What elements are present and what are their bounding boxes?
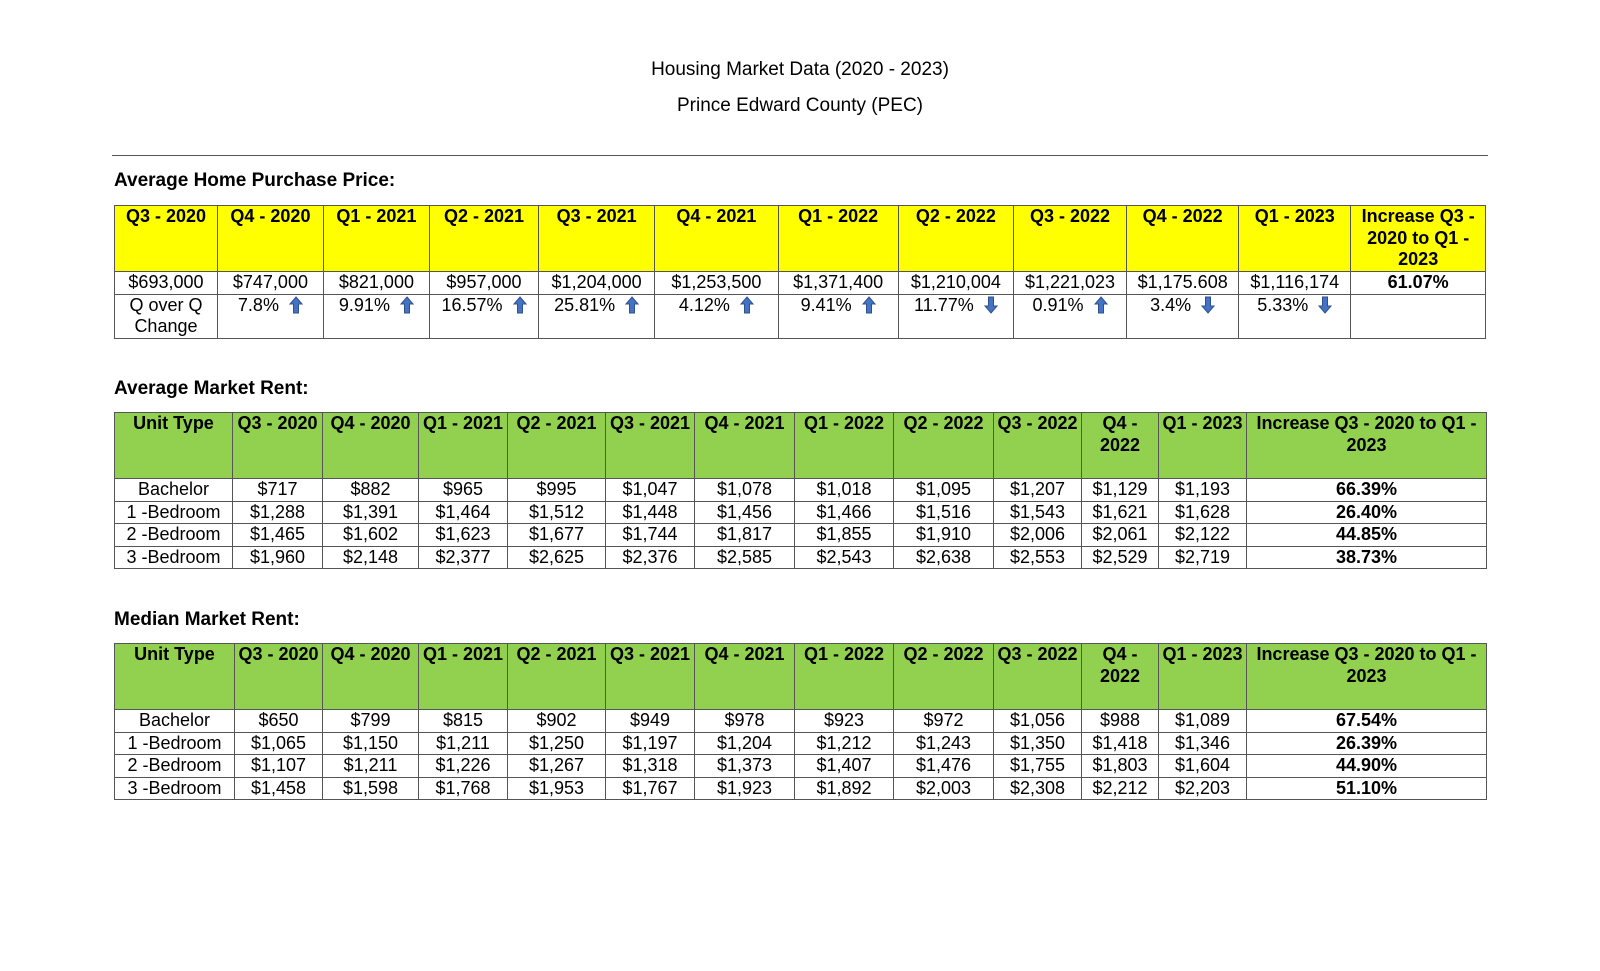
col-header: Q4 - 2022 — [1082, 413, 1159, 479]
change-value: 4.12% — [678, 294, 730, 315]
rent-cell: $1,677 — [508, 524, 606, 547]
change-value: 9.41% — [800, 294, 852, 315]
rent-cell: $1,318 — [606, 755, 695, 778]
change-value: 5.33% — [1257, 294, 1309, 315]
rent-cell: $1,744 — [606, 524, 695, 547]
col-header: Unit Type — [115, 644, 235, 710]
rent-cell: $1,768 — [419, 777, 508, 800]
purchase-col-header: Q1 - 2023 — [1239, 206, 1351, 272]
col-header: Q2 - 2022 — [894, 644, 994, 710]
rent-cell: $1,095 — [894, 479, 994, 502]
purchase-price-cell: $1,371,400 — [778, 272, 898, 295]
rent-cell: $1,373 — [695, 755, 795, 778]
rent-cell: $1,456 — [695, 501, 795, 524]
purchase-price-cell: $693,000 — [115, 272, 218, 295]
rent-cell: 51.10% — [1247, 777, 1487, 800]
col-header: Q1 - 2021 — [419, 644, 508, 710]
purchase-heading: Average Home Purchase Price: — [114, 170, 396, 191]
col-header: Q4 - 2022 — [1082, 644, 1159, 710]
rent-cell: $1,543 — [994, 501, 1082, 524]
table-row — [115, 732, 1487, 755]
purchase-price-cell: $1,204,000 — [539, 272, 655, 295]
col-header: Q3 - 2021 — [606, 413, 695, 479]
arrow-down-icon — [1201, 296, 1215, 314]
purchase-price-cell: $1,253,500 — [655, 272, 778, 295]
rent-cell: 26.39% — [1247, 732, 1487, 755]
col-header: Unit Type — [115, 413, 233, 479]
rent-cell: $2,122 — [1159, 524, 1247, 547]
purchase-col-header: Q1 - 2022 — [778, 206, 898, 272]
rent-cell: $717 — [233, 479, 323, 502]
rent-cell: 44.90% — [1247, 755, 1487, 778]
rent-cell: $1,207 — [994, 479, 1082, 502]
rent-cell: $1,910 — [894, 524, 994, 547]
col-header: Q1 - 2023 — [1159, 413, 1247, 479]
col-header: Q2 - 2021 — [508, 644, 606, 710]
col-header: Q2 - 2022 — [894, 413, 994, 479]
rent-cell: $2,638 — [894, 546, 994, 569]
arrow-up-icon — [740, 296, 754, 314]
purchase-col-header: Q4 - 2020 — [217, 206, 323, 272]
rent-cell: $1,604 — [1159, 755, 1247, 778]
table-row — [115, 479, 1487, 502]
table-row — [115, 710, 1487, 733]
rent-cell: $2,308 — [994, 777, 1082, 800]
arrow-up-icon — [400, 296, 414, 314]
median-rent-heading: Median Market Rent: — [114, 609, 300, 630]
rent-cell: 67.54% — [1247, 710, 1487, 733]
rent-cell: $815 — [419, 710, 508, 733]
unit-type-cell: Bachelor — [115, 479, 233, 502]
change-value: 16.57% — [441, 294, 503, 315]
table-row — [115, 546, 1487, 569]
rent-cell: $2,061 — [1082, 524, 1159, 547]
arrow-up-icon — [625, 296, 639, 314]
rent-cell: $1,346 — [1159, 732, 1247, 755]
arrow-up-icon — [289, 296, 303, 314]
avg-rent-table — [114, 412, 1487, 569]
divider — [112, 155, 1488, 156]
rent-cell: $1,150 — [323, 732, 419, 755]
col-header: Increase Q3 - 2020 to Q1 - 2023 — [1247, 413, 1487, 479]
rent-cell: $1,516 — [894, 501, 994, 524]
table-row — [115, 524, 1487, 547]
purchase-price-cell: $957,000 — [429, 272, 538, 295]
rent-cell: 38.73% — [1247, 546, 1487, 569]
change-value: 7.8% — [237, 294, 279, 315]
page-title: Housing Market Data (2020 - 2023) — [651, 59, 949, 80]
rent-cell: $1,512 — [508, 501, 606, 524]
rent-cell: $1,243 — [894, 732, 994, 755]
table-row — [115, 755, 1487, 778]
rent-cell: $882 — [323, 479, 419, 502]
change-cell — [655, 294, 778, 338]
rent-cell: $1,803 — [1082, 755, 1159, 778]
change-cell — [539, 294, 655, 338]
rent-cell: $1,628 — [1159, 501, 1247, 524]
rent-cell: $965 — [419, 479, 508, 502]
arrow-up-icon — [513, 296, 527, 314]
table-row — [115, 777, 1487, 800]
col-header: Q4 - 2021 — [695, 644, 795, 710]
purchase-col-header: Q3 - 2022 — [1013, 206, 1126, 272]
change-cell — [898, 294, 1013, 338]
arrow-up-icon — [862, 296, 876, 314]
rent-cell: $2,529 — [1082, 546, 1159, 569]
rent-cell: $995 — [508, 479, 606, 502]
rent-cell: $1,923 — [695, 777, 795, 800]
purchase-price-cell: $821,000 — [323, 272, 429, 295]
purchase-price-cell: $1,175.608 — [1127, 272, 1239, 295]
purchase-header-row — [115, 206, 1486, 272]
purchase-col-header: Q3 - 2021 — [539, 206, 655, 272]
rent-cell: $972 — [894, 710, 994, 733]
purchase-col-header: Q4 - 2021 — [655, 206, 778, 272]
change-value: 0.91% — [1032, 294, 1084, 315]
change-cell — [778, 294, 898, 338]
rent-cell: $2,006 — [994, 524, 1082, 547]
rent-cell: $1,598 — [323, 777, 419, 800]
change-label: Q over Q Change — [115, 294, 218, 338]
rent-cell: $1,226 — [419, 755, 508, 778]
rent-cell: $1,391 — [323, 501, 419, 524]
rent-cell: $1,089 — [1159, 710, 1247, 733]
rent-cell: $1,458 — [235, 777, 323, 800]
rent-cell: $2,625 — [508, 546, 606, 569]
rent-cell: $2,148 — [323, 546, 419, 569]
rent-cell: $650 — [235, 710, 323, 733]
purchase-col-header: Q4 - 2022 — [1127, 206, 1239, 272]
rent-cell: $1,288 — [233, 501, 323, 524]
col-header: Q4 - 2020 — [323, 413, 419, 479]
rent-cell: $949 — [606, 710, 695, 733]
rent-cell: $2,377 — [419, 546, 508, 569]
rent-cell: $2,553 — [994, 546, 1082, 569]
purchase-price-table — [114, 205, 1486, 339]
col-header: Q1 - 2022 — [795, 413, 894, 479]
rent-cell: $1,250 — [508, 732, 606, 755]
rent-cell: $1,197 — [606, 732, 695, 755]
unit-type-cell: 1 -Bedroom — [115, 732, 235, 755]
rent-cell: $1,892 — [795, 777, 894, 800]
unit-type-cell: 2 -Bedroom — [115, 755, 235, 778]
rent-cell: $923 — [795, 710, 894, 733]
purchase-price-cell: $1,116,174 — [1239, 272, 1351, 295]
rent-cell: 66.39% — [1247, 479, 1487, 502]
rent-cell: $1,193 — [1159, 479, 1247, 502]
avg-rent-heading: Average Market Rent: — [114, 378, 309, 399]
col-header: Q3 - 2020 — [233, 413, 323, 479]
rent-cell: $2,203 — [1159, 777, 1247, 800]
change-cell — [1127, 294, 1239, 338]
change-cell — [1351, 294, 1486, 338]
rent-cell: $1,407 — [795, 755, 894, 778]
rent-cell: $1,953 — [508, 777, 606, 800]
change-cell — [323, 294, 429, 338]
rent-cell: $2,543 — [795, 546, 894, 569]
rent-cell: $1,466 — [795, 501, 894, 524]
change-cell — [1013, 294, 1126, 338]
rent-cell: $799 — [323, 710, 419, 733]
col-header: Q2 - 2021 — [508, 413, 606, 479]
rent-cell: $1,960 — [233, 546, 323, 569]
unit-type-cell: 3 -Bedroom — [115, 546, 233, 569]
rent-cell: $1,065 — [235, 732, 323, 755]
unit-type-cell: 2 -Bedroom — [115, 524, 233, 547]
rent-cell: $1,204 — [695, 732, 795, 755]
rent-cell: $1,623 — [419, 524, 508, 547]
col-header: Increase Q3 - 2020 to Q1 - 2023 — [1247, 644, 1487, 710]
rent-cell: $1,107 — [235, 755, 323, 778]
rent-cell: $1,350 — [994, 732, 1082, 755]
col-header: Q1 - 2021 — [419, 413, 508, 479]
rent-cell: $1,056 — [994, 710, 1082, 733]
rent-cell: $1,418 — [1082, 732, 1159, 755]
purchase-price-row — [115, 272, 1486, 295]
arrow-down-icon — [1318, 296, 1332, 314]
rent-cell: $1,211 — [323, 755, 419, 778]
purchase-col-header: Increase Q3 - 2020 to Q1 - 2023 — [1351, 206, 1486, 272]
rent-cell: $1,267 — [508, 755, 606, 778]
change-cell — [429, 294, 538, 338]
rent-cell: $2,585 — [695, 546, 795, 569]
purchase-price-cell: $747,000 — [217, 272, 323, 295]
rent-cell: $1,129 — [1082, 479, 1159, 502]
purchase-col-header: Q2 - 2021 — [429, 206, 538, 272]
rent-cell: $1,602 — [323, 524, 419, 547]
purchase-price-cell: 61.07% — [1351, 272, 1486, 295]
median-rent-table — [114, 643, 1487, 800]
rent-cell: $988 — [1082, 710, 1159, 733]
unit-type-cell: 1 -Bedroom — [115, 501, 233, 524]
change-value: 11.77% — [914, 294, 974, 315]
rent-cell: $1,078 — [695, 479, 795, 502]
purchase-change-row — [115, 294, 1486, 338]
rent-cell: $1,018 — [795, 479, 894, 502]
rent-cell: $2,003 — [894, 777, 994, 800]
rent-cell: $1,212 — [795, 732, 894, 755]
rent-cell: $1,621 — [1082, 501, 1159, 524]
unit-type-cell: Bachelor — [115, 710, 235, 733]
purchase-col-header: Q3 - 2020 — [115, 206, 218, 272]
col-header: Q3 - 2020 — [235, 644, 323, 710]
col-header: Q1 - 2022 — [795, 644, 894, 710]
rent-cell: $2,212 — [1082, 777, 1159, 800]
rent-cell: $902 — [508, 710, 606, 733]
change-cell — [1239, 294, 1351, 338]
rent-cell: $1,047 — [606, 479, 695, 502]
rent-cell: $2,376 — [606, 546, 695, 569]
rent-cell: $1,767 — [606, 777, 695, 800]
col-header: Q4 - 2021 — [695, 413, 795, 479]
change-value: 9.91% — [338, 294, 390, 315]
header-row — [115, 413, 1487, 479]
purchase-col-header: Q1 - 2021 — [323, 206, 429, 272]
change-value: 25.81% — [554, 294, 616, 315]
purchase-price-cell: $1,210,004 — [898, 272, 1013, 295]
unit-type-cell: 3 -Bedroom — [115, 777, 235, 800]
arrow-up-icon — [1094, 296, 1108, 314]
purchase-price-cell: $1,221,023 — [1013, 272, 1126, 295]
rent-cell: $1,464 — [419, 501, 508, 524]
purchase-col-header: Q2 - 2022 — [898, 206, 1013, 272]
table-row — [115, 501, 1487, 524]
rent-cell: $1,817 — [695, 524, 795, 547]
rent-cell: $1,465 — [233, 524, 323, 547]
rent-cell: 44.85% — [1247, 524, 1487, 547]
col-header: Q1 - 2023 — [1159, 644, 1247, 710]
col-header: Q3 - 2022 — [994, 644, 1082, 710]
rent-cell: $1,448 — [606, 501, 695, 524]
col-header: Q4 - 2020 — [323, 644, 419, 710]
rent-cell: $1,476 — [894, 755, 994, 778]
rent-cell: $1,211 — [419, 732, 508, 755]
header-row — [115, 644, 1487, 710]
change-cell — [217, 294, 323, 338]
rent-cell: $1,755 — [994, 755, 1082, 778]
col-header: Q3 - 2022 — [994, 413, 1082, 479]
rent-cell: $1,855 — [795, 524, 894, 547]
rent-cell: 26.40% — [1247, 501, 1487, 524]
arrow-down-icon — [984, 296, 998, 314]
change-value: 3.4% — [1150, 294, 1192, 315]
col-header: Q3 - 2021 — [606, 644, 695, 710]
page-subtitle: Prince Edward County (PEC) — [676, 95, 924, 116]
rent-cell: $2,719 — [1159, 546, 1247, 569]
rent-cell: $978 — [695, 710, 795, 733]
